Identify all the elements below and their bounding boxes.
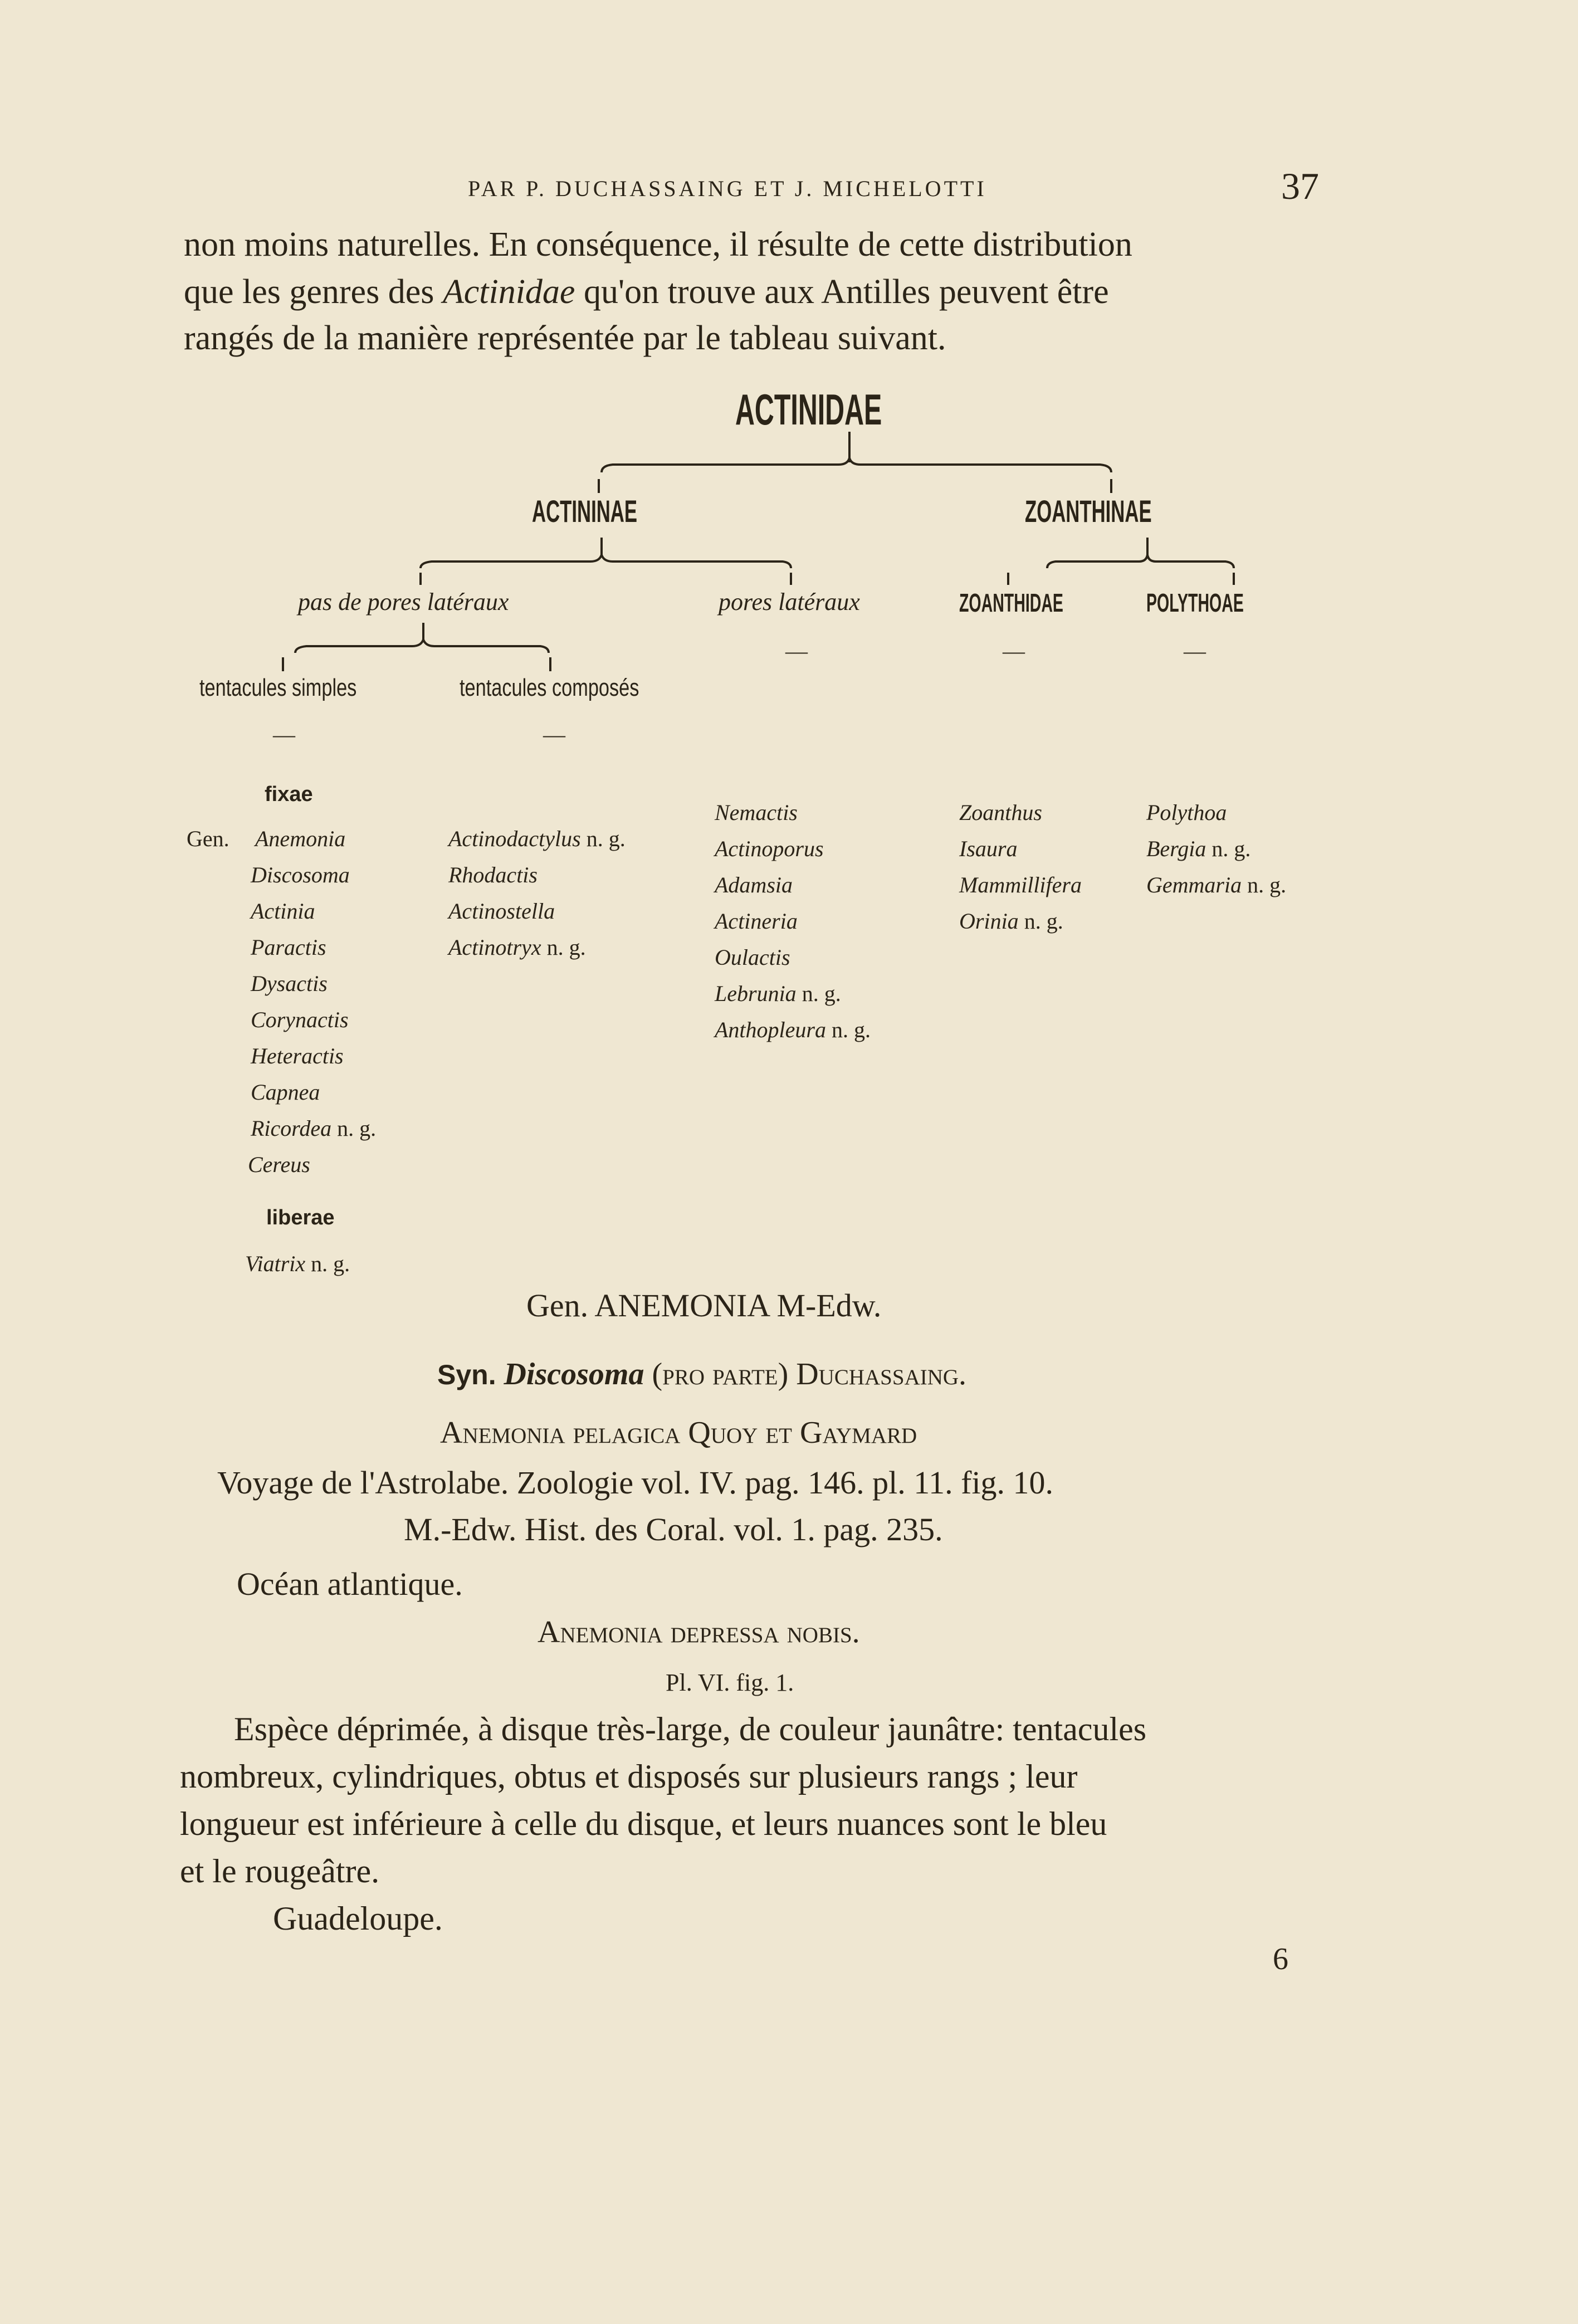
running-title: PAR P. DUCHASSAING ET J. MICHELOTTI	[468, 176, 987, 201]
dash-pores: —	[785, 638, 808, 663]
genus-viatrix-name: Viatrix	[245, 1251, 306, 1276]
genus-actineria: Actineria	[715, 909, 798, 934]
reference-line-1: Voyage de l'Astrolabe. Zoologie vol. IV. pag. 146. pl. 11. fig. 10.	[217, 1464, 1054, 1501]
gemmaria-ng: n. g.	[1247, 872, 1287, 897]
genus-lebrunia	[715, 980, 841, 1007]
dash-tent-composes: —	[543, 722, 565, 747]
dash-polythoae: —	[1184, 638, 1206, 663]
intro-line-2-b: qu'on trouve aux Antilles peuvent être	[575, 273, 1109, 311]
genus-adamsia: Adamsia	[715, 872, 793, 897]
orinia-ng: n. g.	[1024, 909, 1063, 934]
genus-heteractis: Heteractis	[251, 1043, 344, 1068]
description-line-3: longueur est inférieure à celle du disque, et leurs nuances sont le bleu	[180, 1805, 1107, 1842]
ricordea-ng: n. g.	[337, 1116, 377, 1141]
tree-actininae: ACTININAE	[532, 494, 638, 529]
genus-actinotryx-name: Actinotryx	[448, 935, 541, 960]
genus-nemactis: Nemactis	[715, 800, 798, 825]
tree-pas-pores: pas de pores latéraux	[298, 588, 509, 616]
plate-reference: Pl. VI. fig. 1.	[666, 1669, 794, 1696]
intro-line-2-a: que les genres des	[184, 273, 443, 311]
dash-tent-simples: —	[273, 722, 295, 747]
genus-mammillifera: Mammillifera	[959, 872, 1082, 897]
description-line-1: Espèce déprimée, à disque très-large, de couleur jaunâtre: tentacules	[234, 1711, 1147, 1747]
genus-actinodactylus-name: Actinodactylus	[448, 826, 581, 851]
liberae-label: liberae	[266, 1206, 335, 1229]
genus-actinodactylus	[448, 826, 626, 852]
genus-actinotryx	[448, 934, 586, 960]
genus-gemmaria-name: Gemmaria	[1146, 872, 1242, 897]
genus-bergia-name: Bergia	[1146, 836, 1206, 861]
genus-gemmaria	[1146, 872, 1286, 898]
dash-zoanthidae: —	[1003, 638, 1025, 663]
genus-anthopleura	[715, 1017, 871, 1043]
tree-pores: pores latéraux	[719, 588, 860, 616]
actinotryx-ng: n. g.	[546, 935, 586, 960]
genus-lebrunia-name: Lebrunia	[715, 981, 797, 1006]
genus-capnea: Capnea	[251, 1080, 320, 1105]
locality-2: Guadeloupe.	[273, 1900, 443, 1937]
lebrunia-ng: n. g.	[802, 981, 841, 1006]
intro-line-1: non moins naturelles. En conséquence, il résulte de cette distribution	[184, 226, 1132, 263]
species-anemonia-pelagica: Anemonia pelagica Quoy et Gaymard	[440, 1415, 917, 1450]
tree-tentacules-composes: tentacules composés	[460, 674, 639, 701]
genus-isaura: Isaura	[959, 836, 1018, 861]
tree-zoanthinae: ZOANTHINAE	[1025, 494, 1152, 529]
tree-polythoae: POLYTHOAE	[1146, 588, 1244, 617]
genus-viatrix	[245, 1251, 350, 1277]
genus-cereus: Cereus	[248, 1152, 310, 1177]
zoanthinae-brace	[1047, 555, 1234, 568]
genus-orinia	[959, 908, 1063, 934]
fixae-label: fixae	[265, 783, 313, 806]
intro-line-3: rangés de la manière représentée par le tableau suivant.	[184, 319, 946, 357]
description-line-2: nombreux, cylindriques, obtus et disposés sur plusieurs rangs ; leur	[180, 1758, 1078, 1795]
actininae-brace	[421, 555, 791, 568]
genus-dysactis: Dysactis	[251, 971, 328, 996]
syn-rest: (pro parte) Duchassaing.	[644, 1357, 967, 1392]
genus-actinoporus: Actinoporus	[715, 836, 824, 861]
genus-orinia-name: Orinia	[959, 909, 1019, 934]
gen-label: Gen.	[187, 826, 229, 851]
genus-actinia: Actinia	[251, 899, 315, 924]
genus-rhodactis: Rhodactis	[448, 862, 538, 887]
synonym-line	[437, 1356, 966, 1392]
genus-corynactis: Corynactis	[251, 1007, 349, 1032]
genus-polythoa: Polythoa	[1146, 800, 1227, 825]
genus-anemonia: Anemonia	[255, 826, 346, 851]
species-anemonia-depressa: Anemonia depressa nobis.	[538, 1615, 860, 1649]
tree-zoanthidae: ZOANTHIDAE	[959, 588, 1063, 617]
genus-zoanthus: Zoanthus	[959, 800, 1042, 825]
locality-1: Océan atlantique.	[237, 1566, 463, 1602]
anthopleura-ng: n. g.	[831, 1017, 871, 1042]
pas-pores-brace	[295, 639, 549, 653]
viatrix-ng: n. g.	[311, 1251, 350, 1276]
reference-line-2: M.-Edw. Hist. des Coral. vol. 1. pag. 235.	[404, 1511, 943, 1547]
syn-label: Syn.	[437, 1359, 504, 1390]
genus-ricordea	[251, 1115, 376, 1141]
description-line-4: et le rougeâtre.	[180, 1853, 380, 1890]
genus-oulactis: Oulactis	[715, 945, 790, 970]
family-name: Actinidae	[442, 273, 575, 311]
syn-genus: Discosoma	[504, 1357, 644, 1392]
genus-discosoma: Discosoma	[251, 862, 350, 887]
actinodactylus-ng: n. g.	[586, 826, 626, 851]
genus-ricordea-name: Ricordea	[251, 1116, 332, 1141]
genus-paractis: Paractis	[251, 935, 326, 960]
genus-actinostella: Actinostella	[448, 899, 555, 924]
bergia-ng: n. g.	[1211, 836, 1251, 861]
genus-bergia	[1146, 836, 1250, 862]
genus-heading: Gen. ANEMONIA M-Edw.	[526, 1287, 882, 1324]
root-brace	[602, 458, 1111, 472]
tree-tentacules-simples: tentacules simples	[199, 674, 357, 701]
page-number: 37	[1281, 165, 1319, 207]
tree-root: ACTINIDAE	[735, 385, 882, 434]
signature-mark: 6	[1273, 1942, 1288, 1976]
genus-anthopleura-name: Anthopleura	[715, 1017, 826, 1042]
